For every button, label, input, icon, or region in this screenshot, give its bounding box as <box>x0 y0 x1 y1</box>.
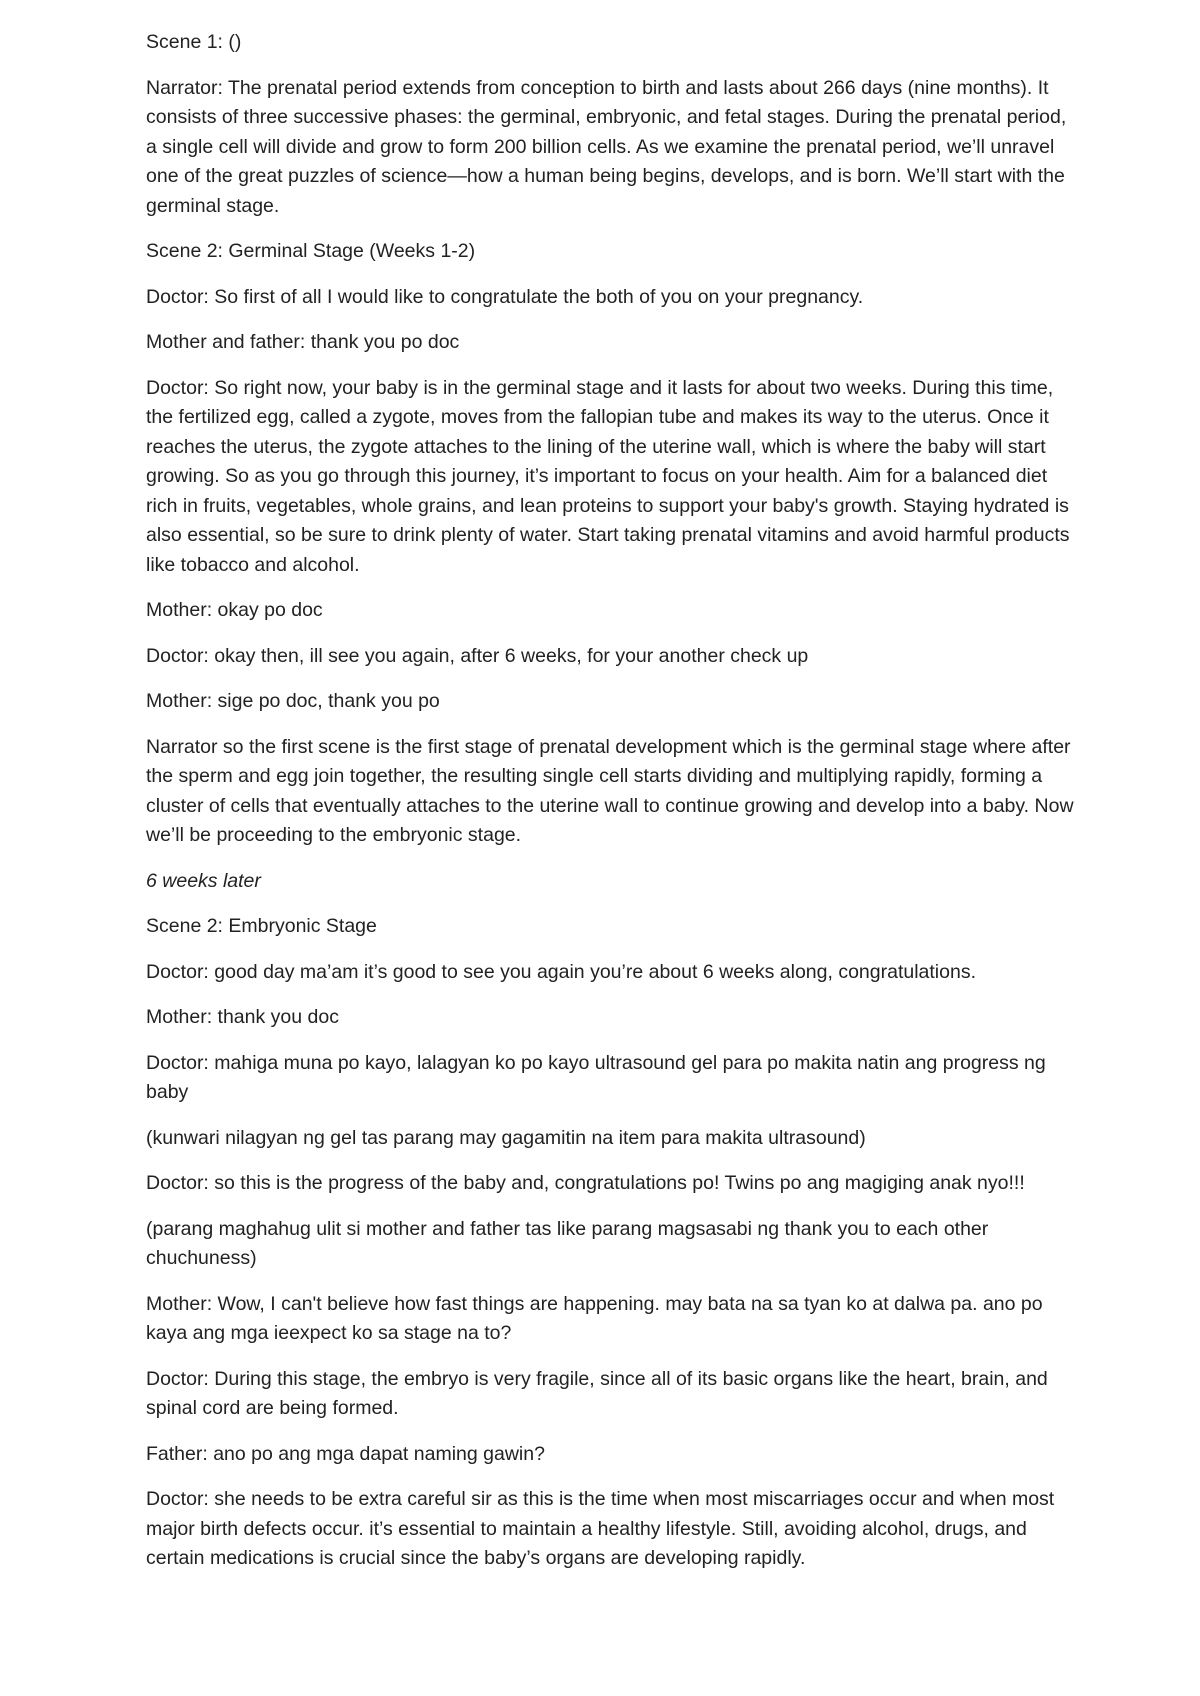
stage-direction: (parang maghahug ulit si mother and father tas like parang magsasabi ng thank you to each other chuchuness) <box>146 1217 989 1269</box>
dialogue-line: Doctor: So first of all I would like to congratulate the both of you on your pregnancy. <box>146 285 864 308</box>
scene-heading: Scene 1: () <box>146 31 242 53</box>
narrator-line: Narrator: The prenatal period extends from conception to birth and lasts about 266 days (nine months). It consists of three successive phases: the germinal, embryonic, and fetal stages. During the prenatal period, a single cell will divide and grow to form 200 billion cells. As we examine the prenatal period, we’ll unravel one of the great puzzles of science—how a human being begins, develops, and is born. We’ll start with the germinal stage. <box>146 76 1067 217</box>
stage-direction: (kunwari nilagyan ng gel tas parang may gagamitin na item para makita ultrasound) <box>146 1126 866 1149</box>
scene-heading: Scene 2: Germinal Stage (Weeks 1-2) <box>146 240 476 262</box>
dialogue-line: Father: ano po ang mga dapat naming gawin? <box>146 1442 545 1465</box>
dialogue-line: Mother: thank you doc <box>146 1006 339 1028</box>
narrator-line: Narrator so the first scene is the first stage of prenatal development which is the germinal stage where after the sperm and egg join together, the resulting single cell starts dividing and multiplying rapidly, forming a cluster of cells that eventually attaches to the uterine wall to continue growing and develop into a baby. Now we’ll be proceeding to the embryonic stage. <box>146 735 1074 846</box>
dialogue-line: Mother: okay po doc <box>146 599 323 621</box>
dialogue-line: Mother: sige po doc, thank you po <box>146 690 440 712</box>
dialogue-line: Mother and father: thank you po doc <box>146 331 460 353</box>
dialogue-line: Doctor: she needs to be extra careful sir as this is the time when most miscarriages occur and when most major birth defects occur. it’s essential to maintain a healthy lifestyle. Still, avoiding alcohol, drugs, and certain medications is crucial since the baby’s organs are developing rapidly. <box>146 1488 1055 1569</box>
dialogue-line: Doctor: mahiga muna po kayo, lalagyan ko po kayo ultrasound gel para po makita natin ang progress ng baby <box>146 1051 1046 1103</box>
dialogue-line: Doctor: good day ma’am it’s good to see you again you’re about 6 weeks along, congratulations. <box>146 960 976 983</box>
dialogue-line: Doctor: So right now, your baby is in the germinal stage and it lasts for about two weeks. During this time, the fertilized egg, called a zygote, moves from the fallopian tube and makes its way to the uterus. Once it reaches the uterus, the zygote attaches to the lining of the uterine wall, which is where the baby will start growing. So as you go through this journey, it’s important to focus on your health. Aim for a balanced diet rich in fruits, vegetables, whole grains, and lean proteins to support your baby's growth. Staying hydrated is also essential, so be sure to drink plenty of water. Start taking prenatal vitamins and avoid harmful products like tobacco and alcohol. <box>146 376 1070 576</box>
scene-heading: Scene 2: Embryonic Stage <box>146 915 377 937</box>
dialogue-line: Doctor: so this is the progress of the baby and, congratulations po! Twins po ang magiging anak nyo!!! <box>146 1172 1025 1194</box>
time-transition: 6 weeks later <box>146 869 261 892</box>
dialogue-line: Doctor: okay then, ill see you again, after 6 weeks, for your another check up <box>146 644 809 667</box>
document-page <box>146 28 1076 1590</box>
dialogue-line: Doctor: During this stage, the embryo is very fragile, since all of its basic organs like the heart, brain, and spinal cord are being formed. <box>146 1367 1048 1419</box>
dialogue-line: Mother: Wow, I can't believe how fast things are happening. may bata na sa tyan ko at dalwa pa. ano po kaya ang mga ieexpect ko sa stage na to? <box>146 1292 1043 1344</box>
